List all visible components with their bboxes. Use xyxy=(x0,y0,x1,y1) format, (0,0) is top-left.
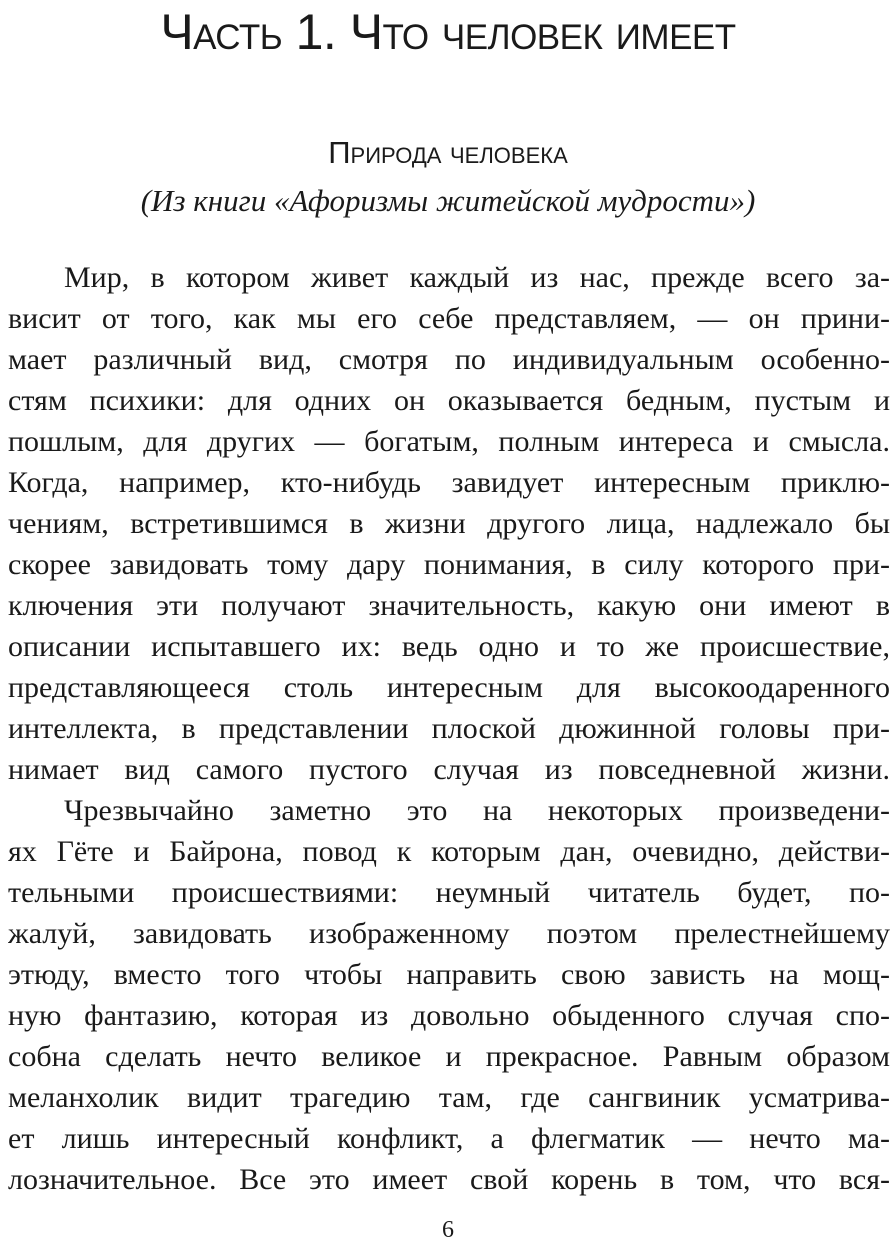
text-line: ет лишь интересный конфликт, а флегматик — нечто ма- xyxy=(8,1122,890,1155)
section-title: Природа человека xyxy=(328,135,568,170)
text-line: чениям, встретившимся в жизни другого лица, надлежало бы xyxy=(8,507,890,540)
text-line: этюду, вместо того чтобы направить свою зависть на мощ- xyxy=(8,958,890,991)
section-subtitle: (Из книги «Афоризмы житейской мудрости») xyxy=(140,183,756,218)
text-line: лозначительное. Все это имеет свой корень в том, что вся- xyxy=(8,1163,890,1196)
text-line: собна сделать нечто великое и прекрасное. Равным образом xyxy=(8,1040,890,1073)
text-line: скорее завидовать тому дару понимания, в силу которого при- xyxy=(8,548,890,581)
text-line: описании испытавшего их: ведь одно и то же происшествие, xyxy=(8,630,890,663)
text-line: Мир, в котором живет каждый из нас, прежде всего за- xyxy=(64,261,890,294)
text-line: стям психики: для одних он оказывается бедным, пустым и xyxy=(8,384,890,417)
text-line: висит от того, как мы его себе представляем, — он прини- xyxy=(8,302,890,335)
page-number: 6 xyxy=(442,1217,454,1243)
part-title: Часть 1. Что человек имеет xyxy=(160,4,736,60)
text-line: нимает вид самого пустого случая из повседневной жизни. xyxy=(8,753,890,786)
text-line: Когда, например, кто-нибудь завидует интересным приклю- xyxy=(8,466,890,499)
text-line: тельными происшествиями: неумный читатель будет, по- xyxy=(8,876,890,909)
text-line: ключения эти получают значительность, какую они имеют в xyxy=(8,589,890,622)
text-line: представляющееся столь интересным для высокоодаренного xyxy=(8,671,890,704)
text-line: ную фантазию, которая из довольно обыденного случая спо- xyxy=(8,999,890,1032)
text-line: мает различный вид, смотря по индивидуальным особенно- xyxy=(8,343,890,376)
text-line: пошлым, для других — богатым, полным интереса и смысла. xyxy=(8,425,890,458)
body-text xyxy=(8,257,890,1200)
text-line: ях Гёте и Байрона, повод к которым дан, очевидно, действи- xyxy=(8,835,890,868)
text-line: Чрезвычайно заметно это на некоторых произведени- xyxy=(64,794,890,827)
text-line: интеллекта, в представлении плоской дюжинной головы при- xyxy=(8,712,890,745)
text-line: жалуй, завидовать изображенному поэтом прелестнейшему xyxy=(8,917,890,950)
text-line: меланхолик видит трагедию там, где сангвиник усматрива- xyxy=(8,1081,890,1114)
